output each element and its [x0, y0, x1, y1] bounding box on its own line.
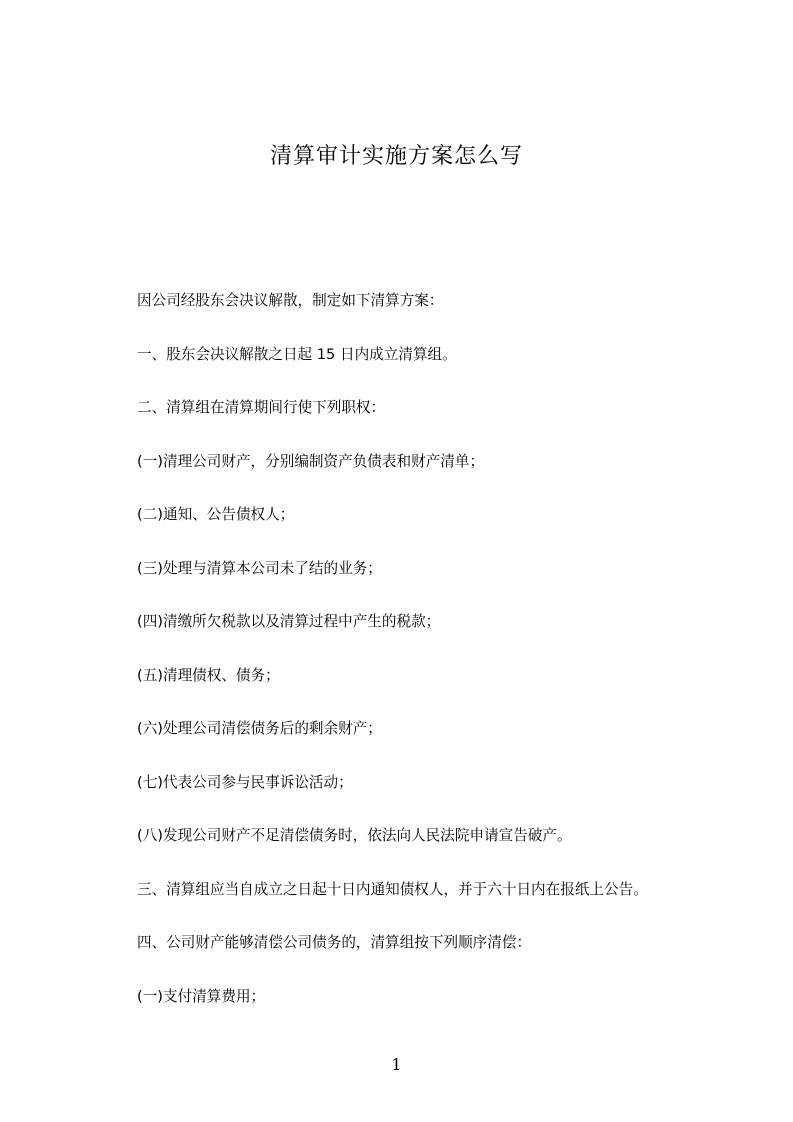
paragraph: 一、股东会决议解散之日起 15 日内成立清算组。: [137, 345, 457, 363]
document-title: 清算审计实施方案怎么写: [269, 144, 523, 169]
paragraph: 四、公司财产能够清偿公司债务的，清算组按下列顺序清偿：: [137, 934, 532, 951]
paragraph: (五)清理债权、债务；: [137, 666, 280, 684]
paragraph: (八)发现公司财产不足清偿债务时，依法向人民法院申请宣告破产。: [137, 827, 572, 844]
page-number: 1: [391, 1055, 402, 1074]
paragraph: (一)支付清算费用；: [137, 987, 266, 1005]
paragraph: (六)处理公司清偿债务后的剩余财产；: [137, 720, 382, 737]
paragraph: (二)通知、公告债权人；: [137, 506, 295, 523]
paragraph: (一)清理公司财产，分别编制资产负债表和财产清单；: [137, 452, 485, 470]
paragraph: 二、清算组在清算期间行使下列职权：: [137, 399, 386, 416]
paragraph: 三、清算组应当自成立之日起十日内通知债权人，并于六十日内在报纸上公告。: [137, 880, 648, 898]
document-body: [137, 288, 717, 1037]
paragraph: (七)代表公司参与民事诉讼活动；: [137, 773, 353, 791]
paragraph: (四)清缴所欠税款以及清算过程中产生的税款；: [137, 613, 441, 630]
paragraph: (三)处理与清算本公司未了结的业务；: [137, 559, 382, 577]
paragraph: 因公司经股东会决议解散，制定如下清算方案：: [137, 292, 444, 309]
